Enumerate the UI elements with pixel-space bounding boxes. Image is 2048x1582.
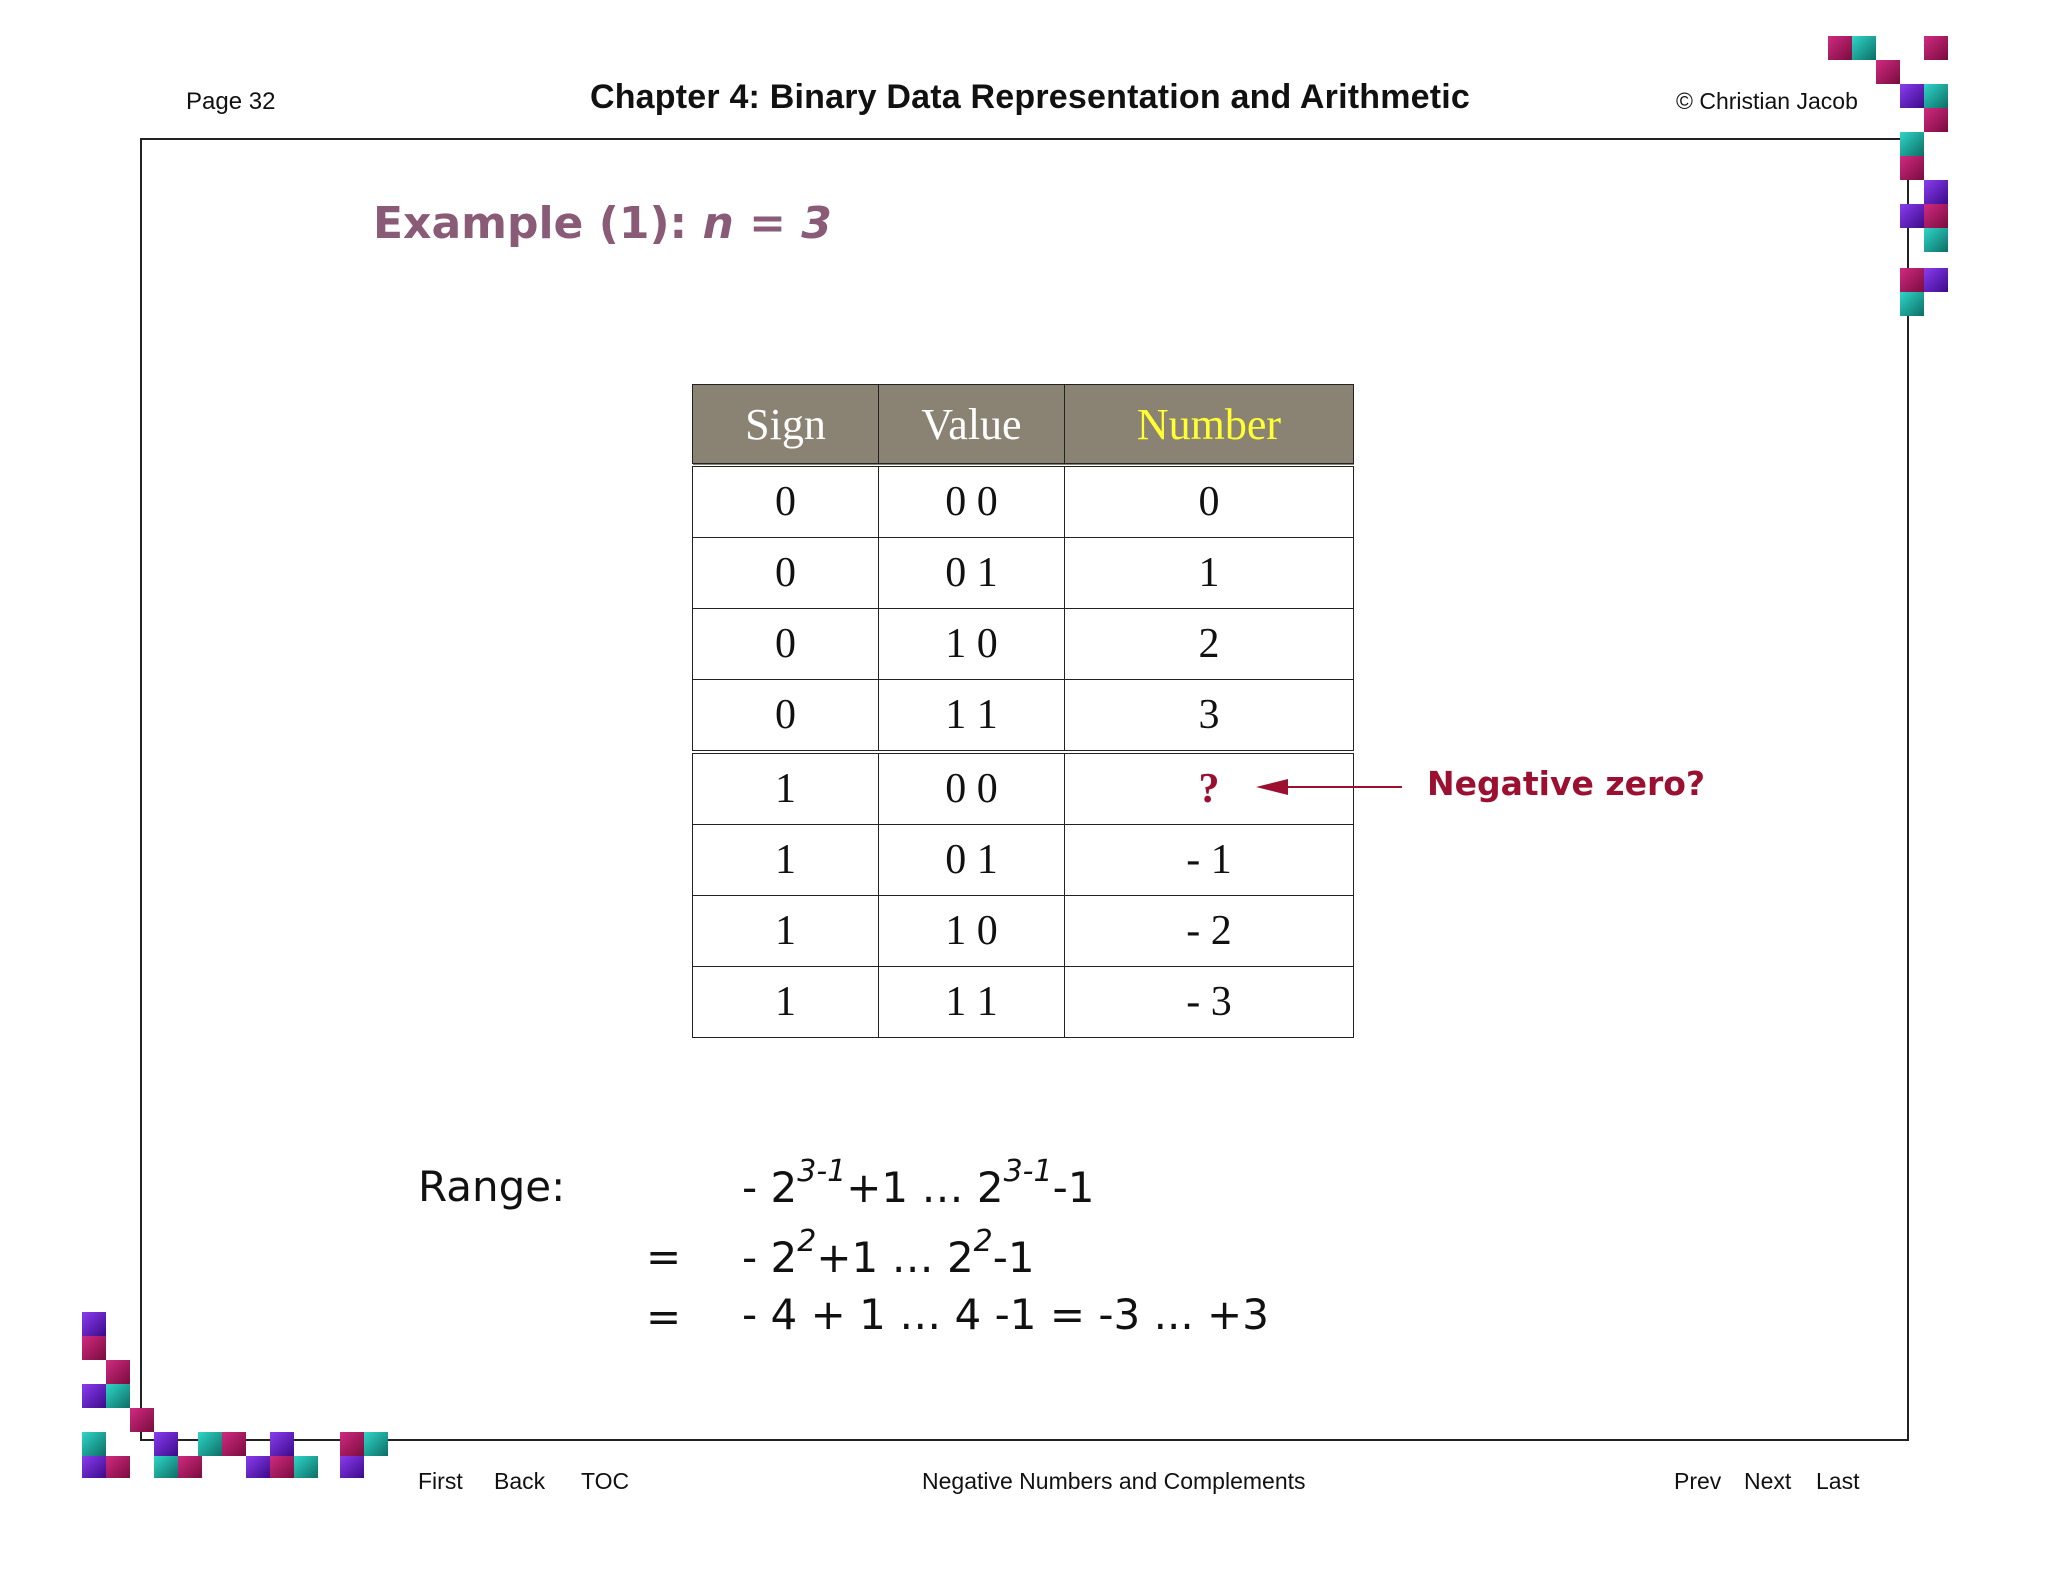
cell-value: 1 0: [879, 896, 1065, 967]
cell-number: 0: [1065, 465, 1354, 538]
header-value: Value: [879, 385, 1065, 466]
cell-value: 0 0: [879, 752, 1065, 825]
example-title-prefix: Example (1):: [373, 198, 703, 249]
table-header-row: [693, 385, 1354, 466]
nav-prev-link[interactable]: Prev: [1674, 1468, 1722, 1494]
annotation-negative-zero: Negative zero?: [1427, 764, 1706, 803]
table-row: [693, 609, 1354, 680]
decorative-blocks-bottom-left: [78, 1308, 398, 1480]
range-expression-1: - $2^{3-1}+1$ … 2$^{3-1}$-1: [742, 1154, 1095, 1212]
cell-value: 0 1: [879, 825, 1065, 896]
cell-sign: 1: [693, 896, 879, 967]
cell-sign: 0: [693, 538, 879, 609]
cell-number: 2: [1065, 609, 1354, 680]
range-expression-3: - 4 + 1 … 4 -1 = -3 ... +3: [742, 1290, 1269, 1339]
header-number: Number: [1065, 385, 1354, 466]
range-label: Range:: [418, 1162, 566, 1211]
cell-sign: 1: [693, 825, 879, 896]
page-number: Page 32: [186, 88, 276, 115]
example-title-variable: n = 3: [702, 198, 832, 249]
table-row: [693, 465, 1354, 538]
footer-section-title: Negative Numbers and Complements: [922, 1468, 1306, 1494]
copyright: © Christian Jacob: [1676, 88, 1858, 114]
nav-next-link[interactable]: Next: [1744, 1468, 1792, 1494]
cell-sign: 0: [693, 465, 879, 538]
table-row: [693, 967, 1354, 1038]
table-row: [693, 752, 1354, 825]
table-row: [693, 825, 1354, 896]
header-sign: Sign: [693, 385, 879, 466]
nav-back-link[interactable]: Back: [494, 1468, 546, 1494]
nav-last-link[interactable]: Last: [1816, 1468, 1860, 1494]
cell-sign: 1: [693, 752, 879, 825]
cell-sign: 1: [693, 967, 879, 1038]
cell-number: - 3: [1065, 967, 1354, 1038]
cell-number: - 1: [1065, 825, 1354, 896]
equals-sign: =: [646, 1292, 682, 1341]
table-row: [693, 538, 1354, 609]
nav-first-link[interactable]: First: [418, 1468, 463, 1494]
cell-value: 0 0: [879, 465, 1065, 538]
example-title: [373, 198, 832, 249]
cell-value: 0 1: [879, 538, 1065, 609]
cell-number-question: ?: [1065, 752, 1354, 825]
nav-toc-link[interactable]: TOC: [581, 1468, 630, 1494]
cell-number: 3: [1065, 680, 1354, 753]
chapter-title: Chapter 4: Binary Data Representation and Arithmetic: [589, 78, 1471, 116]
equals-sign: =: [646, 1232, 682, 1281]
decorative-blocks-top-right: [1820, 30, 1960, 320]
cell-value: 1 1: [879, 967, 1065, 1038]
cell-number: - 2: [1065, 896, 1354, 967]
cell-value: 1 1: [879, 680, 1065, 753]
annotation-arrow: [1256, 776, 1404, 798]
cell-value: 1 0: [879, 609, 1065, 680]
table-row: [693, 680, 1354, 753]
sign-magnitude-table: [692, 384, 1354, 1038]
cell-sign: 0: [693, 609, 879, 680]
cell-number: 1: [1065, 538, 1354, 609]
cell-sign: 0: [693, 680, 879, 753]
table-row: [693, 896, 1354, 967]
range-expression-2: - $2^2+1$ … $2^2-1$: [742, 1224, 1035, 1282]
